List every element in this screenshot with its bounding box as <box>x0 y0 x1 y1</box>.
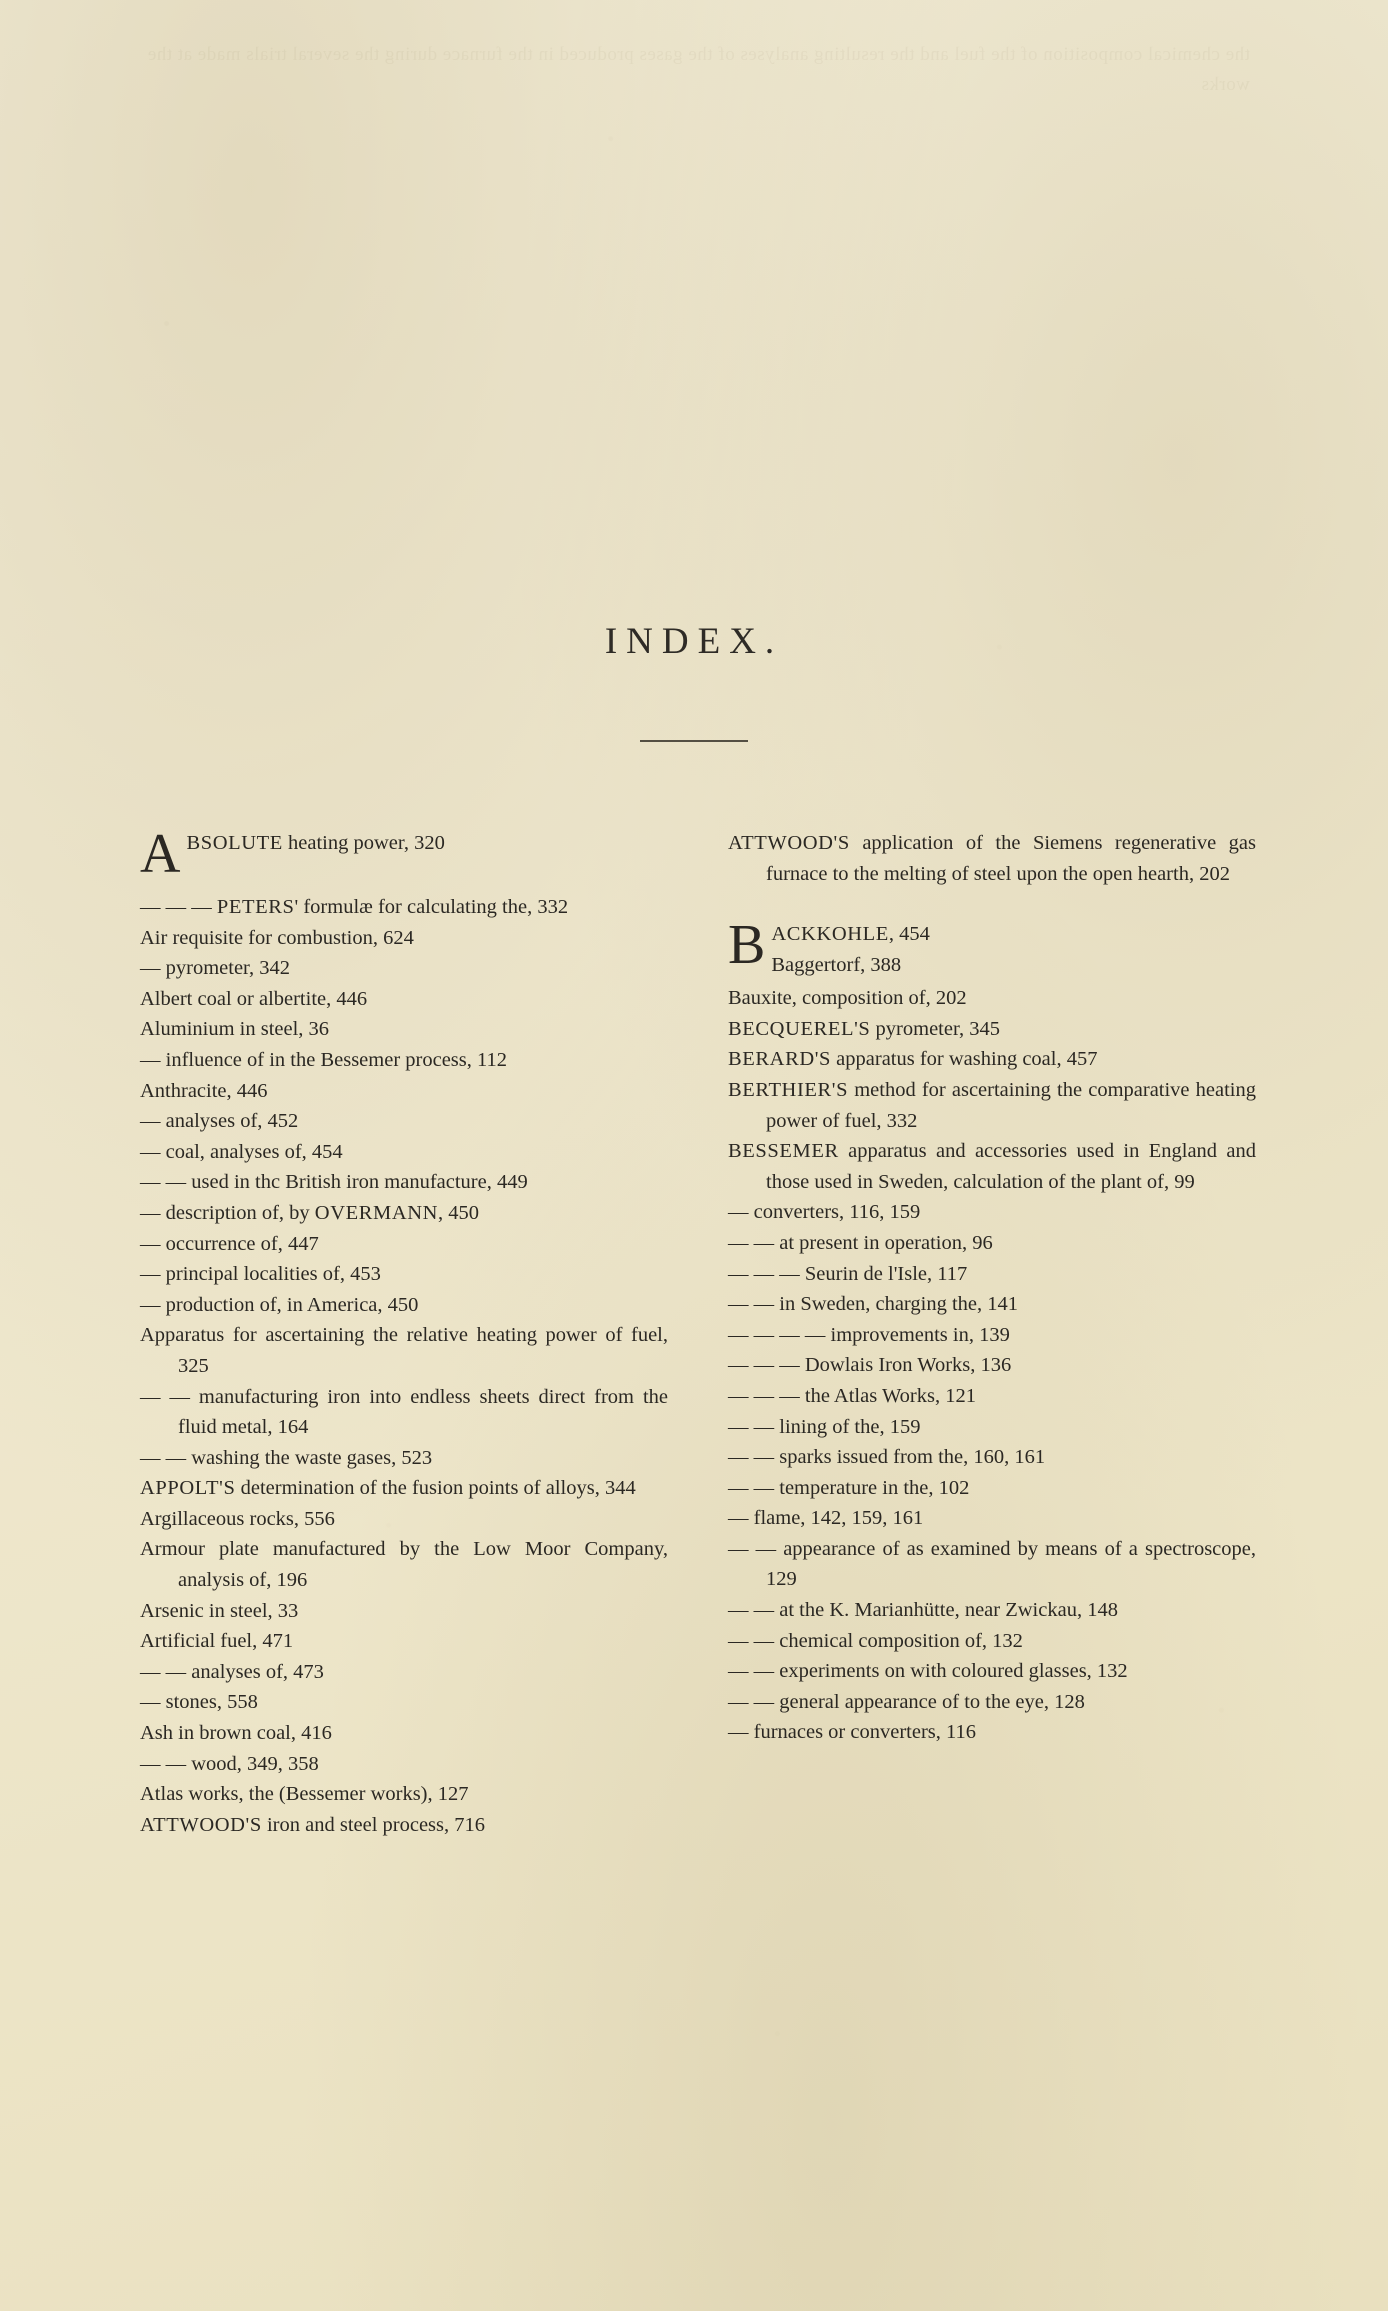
list-item: — production of, in America, 450 <box>140 1293 419 1316</box>
verso-bleedthrough-text: the chemical composition of the fuel and the resulting analyses of the gases produced in the furnace during the several trials made at the works <box>142 44 1250 95</box>
list-item: Air requisite for combustion, 624 <box>140 926 414 949</box>
list-item: — — — PETERS' formulæ for calculating the, 332 <box>140 896 569 918</box>
list-item: — — — Dowlais Iron Works, 136 <box>728 1354 1012 1377</box>
list-item: — analyses of, 452 <box>140 1110 299 1133</box>
list-item: — furnaces or converters, 116 <box>728 1721 976 1744</box>
list-item: — — — the Atlas Works, 121 <box>728 1384 976 1407</box>
list-item: — — wood, 349, 358 <box>140 1752 319 1775</box>
list-item: — — general appearance of to the eye, 128 <box>728 1690 1085 1713</box>
list-item: — — experiments on with coloured glasses, 132 <box>728 1660 1128 1683</box>
list-item: Argillaceous rocks, 556 <box>140 1507 335 1530</box>
list-item: Ash in brown coal, 416 <box>140 1722 332 1745</box>
index-entry-attwood-continued: ATTWOOD'S application of the Siemens regenerative gas furnace to the melting of steel upon the open hearth, 202 <box>728 832 1256 885</box>
list-item: Bauxite, composition of, 202 <box>728 987 967 1010</box>
list-item: — principal localities of, 453 <box>140 1263 381 1286</box>
list-item: BERTHIER'S method for ascertaining the comparative heating power of fuel, 332 <box>728 1078 1256 1132</box>
list-item: — description of, by OVERMANN, 450 <box>140 1201 480 1224</box>
list-item: — — at present in operation, 96 <box>728 1231 993 1254</box>
list-item: — pyrometer, 342 <box>140 957 291 980</box>
list-item: APPOLT'S determination of the fusion points of alloys, 344 <box>140 1477 636 1500</box>
list-item: — — lining of the, 159 <box>728 1415 921 1438</box>
list-item: Armour plate manufactured by the Low Moor Company, analysis of, 196 <box>140 1538 668 1592</box>
list-item: — converters, 116, 159 <box>728 1201 921 1224</box>
list-item: — — temperature in the, 102 <box>728 1476 970 1499</box>
list-item: — — in Sweden, charging the, 141 <box>728 1293 1018 1316</box>
list-item: Artificial fuel, 471 <box>140 1630 294 1653</box>
index-entry-first-right-sub: Baggertorf, 388 <box>771 953 902 976</box>
list-item: — — chemical composition of, 132 <box>728 1629 1023 1652</box>
index-column-right <box>728 828 1256 1840</box>
list-item: Anthracite, 446 <box>140 1079 268 1102</box>
list-item: — — — Seurin de l'Isle, 117 <box>728 1262 968 1285</box>
index-entry-first-right: ACKKOHLE, 454 <box>771 923 930 946</box>
index-column-left <box>140 823 668 1840</box>
list-item: — — washing the waste gases, 523 <box>140 1446 433 1469</box>
list-item: — — — — improvements in, 139 <box>728 1323 1010 1346</box>
list-item: — — appearance of as examined by means of a spectroscope, 129 <box>728 1537 1256 1591</box>
list-item: — — analyses of, 473 <box>140 1660 324 1683</box>
list-item: — — manufacturing iron into endless sheets direct from the fluid metal, 164 <box>140 1385 668 1439</box>
title-divider-rule <box>640 740 748 742</box>
list-item: Albert coal or albertite, 446 <box>140 987 368 1010</box>
index-entry-list-left <box>140 823 668 1840</box>
list-item: — — used in thc British iron manufacture, 449 <box>140 1171 528 1194</box>
list-item: — flame, 142, 159, 161 <box>728 1507 924 1530</box>
list-item: — — sparks issued from the, 160, 161 <box>728 1446 1046 1469</box>
dropcap-letter-a: A <box>140 823 181 885</box>
list-item: Atlas works, the (Bessemer works), 127 <box>140 1783 469 1806</box>
list-item: ATTWOOD'S iron and steel process, 716 <box>140 1813 486 1836</box>
list-item: Aluminium in steel, 36 <box>140 1018 330 1041</box>
list-item: — influence of in the Bessemer process, 112 <box>140 1048 507 1071</box>
list-item: — stones, 558 <box>140 1691 258 1714</box>
list-item: Apparatus for ascertaining the relative heating power of fuel, 325 <box>140 1324 668 1377</box>
dropcap-letter-b: B <box>728 914 766 977</box>
list-item: — occurrence of, 447 <box>140 1232 319 1255</box>
list-item: BERARD'S apparatus for washing coal, 457 <box>728 1048 1098 1071</box>
list-item: Arsenic in steel, 33 <box>140 1599 299 1622</box>
list-item: — coal, analyses of, 454 <box>140 1140 343 1163</box>
index-entry-first-left: BSOLUTE heating power, 320 <box>186 832 445 854</box>
page-title: INDEX. <box>604 621 784 662</box>
index-entry-list-right <box>728 828 1256 1748</box>
list-item: BESSEMER apparatus and accessories used in England and those used in Sweden, calculation of the plant of, 99 <box>728 1140 1256 1193</box>
list-item: BECQUEREL'S pyrometer, 345 <box>728 1017 1000 1040</box>
index-columns <box>140 823 1256 1840</box>
entry-group-spacer <box>728 889 1256 919</box>
index-entry-dropcap-b <box>728 914 1256 983</box>
index-entry-dropcap-a <box>140 823 668 892</box>
list-item: — — at the K. Marianhütte, near Zwickau, 148 <box>728 1599 1118 1622</box>
